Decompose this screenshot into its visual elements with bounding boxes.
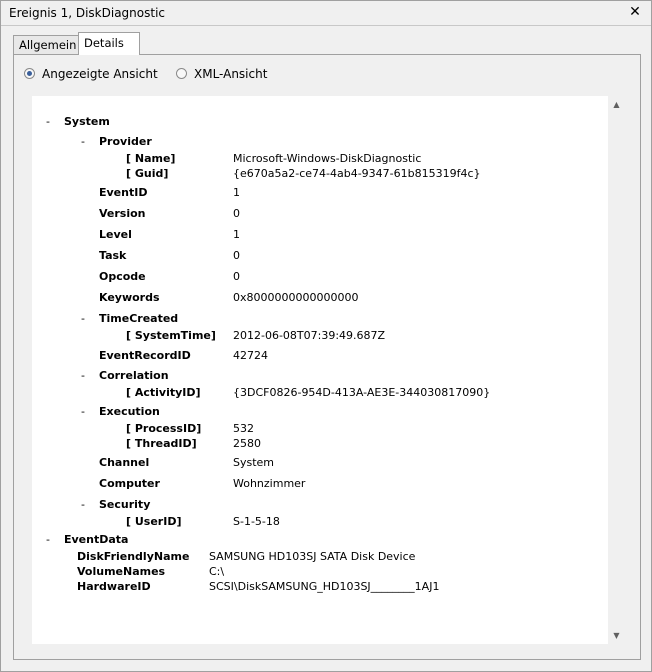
channel-key: Channel	[99, 456, 150, 469]
collapse-security-toggle[interactable]: -	[81, 498, 85, 511]
radio-unselected-icon[interactable]	[176, 68, 187, 79]
collapse-correlation-toggle[interactable]: -	[81, 369, 85, 382]
tab-details[interactable]: Details	[78, 32, 140, 55]
node-eventdata: EventData	[64, 533, 129, 546]
eventrecordid-value: 42724	[233, 349, 268, 362]
provider-name-key: [ Name]	[126, 152, 176, 165]
activityid-key: [ ActivityID]	[126, 386, 201, 399]
collapse-provider-toggle[interactable]: -	[81, 135, 85, 148]
vertical-scrollbar[interactable]	[608, 96, 625, 644]
provider-guid-value: {e670a5a2-ce74-4ab4-9347-61b815319f4c}	[233, 167, 481, 180]
computer-value: Wohnzimmer	[233, 477, 306, 490]
level-key: Level	[99, 228, 132, 241]
systemtime-value: 2012-06-08T07:39:49.687Z	[233, 329, 386, 342]
node-provider: Provider	[99, 135, 152, 148]
systemtime-key: [ SystemTime]	[126, 329, 216, 342]
eventrecordid-key: EventRecordID	[99, 349, 191, 362]
version-value: 0	[233, 207, 240, 220]
close-icon[interactable]: ✕	[629, 4, 641, 20]
userid-key: [ UserID]	[126, 515, 182, 528]
hardwareid-value: SCSI\DiskSAMSUNG_HD103SJ________1AJ1	[209, 580, 440, 593]
xml-view-label: XML-Ansicht	[194, 67, 268, 81]
details-panel	[13, 54, 641, 660]
provider-guid-key: [ Guid]	[126, 167, 169, 180]
keywords-value: 0x8000000000000000	[233, 291, 359, 304]
threadid-value: 2580	[233, 437, 261, 450]
window-title: Ereignis 1, DiskDiagnostic	[9, 6, 166, 20]
collapse-system-toggle[interactable]: -	[46, 115, 50, 128]
keywords-key: Keywords	[99, 291, 160, 304]
eventid-value: 1	[233, 186, 240, 199]
scroll-up-icon[interactable]: ▲	[613, 100, 620, 109]
task-key: Task	[99, 249, 127, 262]
node-system: System	[64, 115, 110, 128]
provider-name-value: Microsoft-Windows-DiskDiagnostic	[233, 152, 422, 165]
volumenames-value: C:\	[209, 565, 225, 578]
event-tree	[32, 96, 608, 644]
friendly-view-label: Angezeigte Ansicht	[42, 67, 158, 81]
task-value: 0	[233, 249, 240, 262]
node-security: Security	[99, 498, 151, 511]
diskfriendlyname-key: DiskFriendlyName	[77, 550, 190, 563]
scroll-down-icon[interactable]: ▼	[613, 631, 620, 640]
version-key: Version	[99, 207, 146, 220]
collapse-timecreated-toggle[interactable]: -	[81, 312, 85, 325]
channel-value: System	[233, 456, 275, 469]
opcode-key: Opcode	[99, 270, 146, 283]
userid-value: S-1-5-18	[233, 515, 280, 528]
node-timecreated: TimeCreated	[99, 312, 179, 325]
volumenames-key: VolumeNames	[77, 565, 166, 578]
title-bar	[1, 1, 651, 26]
collapse-eventdata-toggle[interactable]: -	[46, 533, 50, 546]
node-execution: Execution	[99, 405, 160, 418]
opcode-value: 0	[233, 270, 240, 283]
threadid-key: [ ThreadID]	[126, 437, 197, 450]
node-correlation: Correlation	[99, 369, 169, 382]
computer-key: Computer	[99, 477, 160, 490]
hardwareid-key: HardwareID	[77, 580, 151, 593]
processid-value: 532	[233, 422, 254, 435]
level-value: 1	[233, 228, 240, 241]
eventid-key: EventID	[99, 186, 148, 199]
collapse-execution-toggle[interactable]: -	[81, 405, 85, 418]
processid-key: [ ProcessID]	[126, 422, 202, 435]
diskfriendlyname-value: SAMSUNG HD103SJ SATA Disk Device	[209, 550, 416, 563]
activityid-value: {3DCF0826-954D-413A-AE3E-344030817090}	[233, 386, 491, 399]
tab-allgemein[interactable]: Allgemein	[13, 35, 79, 54]
radio-selected-icon[interactable]	[24, 68, 35, 79]
